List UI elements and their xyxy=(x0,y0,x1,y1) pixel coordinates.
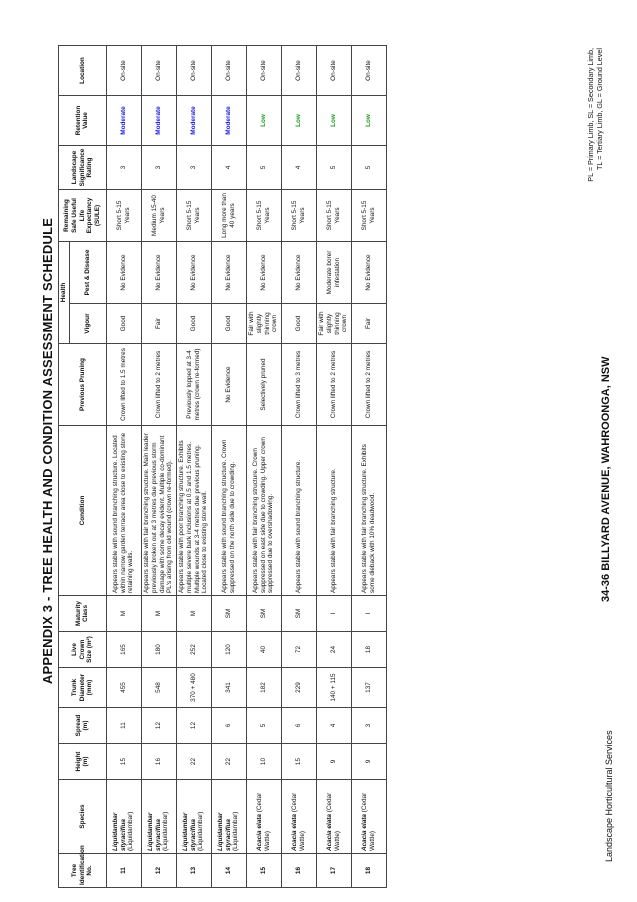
cell-sule: Short 5-15 Years xyxy=(351,190,386,242)
header-retention: Retention Value xyxy=(59,96,107,146)
cell-trunk: 137 xyxy=(351,668,386,708)
cell-significance: 3 xyxy=(106,146,141,190)
cell-height: 9 xyxy=(316,744,351,780)
cell-vigour: Fair xyxy=(141,304,176,344)
cell-crown: 72 xyxy=(281,632,316,668)
cell-sule: Short 5-15 Years xyxy=(106,190,141,242)
species-genus: Liquidambar styraciflua xyxy=(182,812,197,851)
header-trunk: Trunk Diameter (mm) xyxy=(59,668,107,708)
cell-location: On-site xyxy=(141,46,176,96)
cell-id: 11 xyxy=(106,854,141,888)
cell-id: 16 xyxy=(281,854,316,888)
cell-spread: 4 xyxy=(316,708,351,744)
species-common-name: (Liquidambar) xyxy=(162,811,170,851)
cell-pest: Moderate borer infestation xyxy=(316,242,351,304)
cell-pest: No Evidence xyxy=(246,242,281,304)
cell-sule: Short 5-15 Years xyxy=(281,190,316,242)
table-row xyxy=(351,46,386,888)
cell-vigour: Good xyxy=(211,304,246,344)
cell-condition: Appears stable with sound branching structure. xyxy=(281,426,316,596)
cell-significance: 5 xyxy=(351,146,386,190)
cell-pruning: Crown lifted to 1.5 metres xyxy=(106,344,141,426)
company-name: Landscape Horticultural Services xyxy=(604,730,614,862)
table-row xyxy=(316,46,351,888)
site-address: 34-36 BILLYARD AVENUE, WAHROONGA, NSW xyxy=(600,356,612,602)
cell-species xyxy=(246,780,281,854)
cell-spread: 12 xyxy=(141,708,176,744)
cell-pruning: Selectively pruned xyxy=(246,344,281,426)
legend-line-2: TL = Tertiary Limb, GL = Ground Level xyxy=(595,48,604,170)
table-row xyxy=(211,46,246,888)
header-pest: Pest & Disease xyxy=(69,242,106,304)
header-maturity: Maturity Class xyxy=(59,596,107,632)
cell-sule: Short 5-15 Years xyxy=(246,190,281,242)
header-condition: Condition xyxy=(59,426,107,596)
cell-maturity: SM xyxy=(246,596,281,632)
cell-retention xyxy=(281,96,316,146)
cell-id: 13 xyxy=(176,854,211,888)
abbreviation-legend xyxy=(586,48,604,182)
cell-condition: Appears stable with fair branching structure. Exhibits some dieback with 10% deadwood. xyxy=(351,426,386,596)
cell-condition: Appears stable with sound branching structure. Crown suppressed on the north side due to crowding. xyxy=(211,426,246,596)
cell-height: 10 xyxy=(246,744,281,780)
cell-species xyxy=(351,780,386,854)
cell-sule: Medium 15-40 Years xyxy=(141,190,176,242)
cell-sule: Long more than 40 years xyxy=(211,190,246,242)
species-common-name: (Liquidambar) xyxy=(197,811,205,851)
cell-id: 17 xyxy=(316,854,351,888)
table-row xyxy=(246,46,281,888)
cell-pest: No Evidence xyxy=(281,242,316,304)
cell-condition: Appears stable with sound branching structure. Located within narrow garden terrace area close to existing stone retaining walls. xyxy=(106,426,141,596)
header-spread: Spread (m) xyxy=(59,708,107,744)
header-vigour: Vigour xyxy=(69,304,106,344)
table-row xyxy=(176,46,211,888)
retention-badge: Moderate xyxy=(154,106,162,135)
retention-badge: Moderate xyxy=(224,106,232,135)
cell-trunk: 548 xyxy=(141,668,176,708)
cell-location: On-site xyxy=(106,46,141,96)
cell-pest: No Evidence xyxy=(351,242,386,304)
species-genus: Acacia elata xyxy=(256,814,263,851)
cell-crown: 18 xyxy=(351,632,386,668)
cell-pest: No Evidence xyxy=(141,242,176,304)
cell-retention xyxy=(106,96,141,146)
retention-badge: Moderate xyxy=(189,106,197,135)
cell-height: 15 xyxy=(106,744,141,780)
cell-crown: 120 xyxy=(211,632,246,668)
cell-maturity: I xyxy=(351,596,386,632)
cell-vigour: Good xyxy=(176,304,211,344)
cell-maturity: SM xyxy=(211,596,246,632)
species-common-name: (Cedar Wattle) xyxy=(291,792,306,851)
cell-pruning: Crown lifted to 2 metres xyxy=(316,344,351,426)
cell-significance: 3 xyxy=(141,146,176,190)
header-location: Location xyxy=(59,46,107,96)
header-crown: Live Crown Size (m²) xyxy=(59,632,107,668)
cell-height: 22 xyxy=(176,744,211,780)
cell-crown: 165 xyxy=(106,632,141,668)
species-common-name: (Cedar Wattle) xyxy=(256,792,271,851)
cell-species xyxy=(316,780,351,854)
page-title: APPENDIX 3 - TREE HEALTH AND CONDITION ASSESSMENT SCHEDULE xyxy=(40,217,55,685)
header-sule: Remaining Safe Useful Life Expectancy (SULE) xyxy=(59,190,107,242)
cell-retention xyxy=(246,96,281,146)
cell-crown: 180 xyxy=(141,632,176,668)
cell-species xyxy=(176,780,211,854)
cell-sule: Short 5-15 Years xyxy=(176,190,211,242)
table-row xyxy=(281,46,316,888)
cell-species xyxy=(106,780,141,854)
species-genus: Acacia elata xyxy=(326,814,333,851)
species-common-name: (Cedar Wattle) xyxy=(361,792,376,851)
species-genus: Liquidambar styraciflua xyxy=(217,812,232,851)
header-id: Tree Identification No. xyxy=(59,854,107,888)
cell-vigour: Good xyxy=(281,304,316,344)
cell-species xyxy=(281,780,316,854)
cell-location: On-site xyxy=(316,46,351,96)
table-row xyxy=(106,46,141,888)
cell-trunk: 341 xyxy=(211,668,246,708)
species-common-name: (Cedar Wattle) xyxy=(326,792,341,851)
species-genus: Liquidambar styraciflua xyxy=(112,812,127,851)
cell-spread: 12 xyxy=(176,708,211,744)
cell-maturity: I xyxy=(316,596,351,632)
cell-pest: No Evidence xyxy=(106,242,141,304)
legend-line-1: PL = Primary Limb, SL = Secondary Limb, xyxy=(586,48,595,182)
cell-id: 18 xyxy=(351,854,386,888)
table-body xyxy=(106,46,386,888)
cell-id: 12 xyxy=(141,854,176,888)
cell-pruning: Crown lifted to 2 metres xyxy=(351,344,386,426)
cell-height: 16 xyxy=(141,744,176,780)
cell-condition: Appears stable with fair branching structure. xyxy=(316,426,351,596)
cell-pest: No Evidence xyxy=(176,242,211,304)
cell-sule: Short 5-15 Years xyxy=(316,190,351,242)
cell-height: 15 xyxy=(281,744,316,780)
cell-height: 22 xyxy=(211,744,246,780)
cell-vigour: Good xyxy=(106,304,141,344)
species-genus: Liquidambar styraciflua xyxy=(147,812,162,851)
retention-badge: Low xyxy=(259,114,267,127)
cell-spread: 6 xyxy=(211,708,246,744)
cell-crown: 252 xyxy=(176,632,211,668)
cell-vigour: Fair with slightly thinning crown xyxy=(246,304,281,344)
species-genus: Acacia elata xyxy=(361,814,368,851)
cell-maturity: M xyxy=(106,596,141,632)
cell-spread: 5 xyxy=(246,708,281,744)
cell-condition: Appears stable with poor branching structure. Exhibits multiple severe bark inclusions at 0.5 and 1.5 metres. Multiple wounds at 3-4 metres due previous pruning. Located close to existing stone wall. xyxy=(176,426,211,596)
cell-retention xyxy=(141,96,176,146)
retention-badge: Moderate xyxy=(119,106,127,135)
cell-pruning: Previously lopped at 3-4 metres (crown re-formed) xyxy=(176,344,211,426)
cell-significance: 3 xyxy=(176,146,211,190)
cell-pruning: No Evidence xyxy=(211,344,246,426)
cell-significance: 4 xyxy=(211,146,246,190)
cell-id: 14 xyxy=(211,854,246,888)
cell-trunk: 182 xyxy=(246,668,281,708)
species-common-name: (Liquidambar) xyxy=(232,811,240,851)
cell-location: On-site xyxy=(211,46,246,96)
cell-trunk: 370 + 480 xyxy=(176,668,211,708)
cell-retention xyxy=(211,96,246,146)
cell-significance: 5 xyxy=(246,146,281,190)
cell-trunk: 455 xyxy=(106,668,141,708)
cell-retention xyxy=(176,96,211,146)
cell-retention xyxy=(351,96,386,146)
retention-badge: Low xyxy=(294,114,302,127)
cell-pest: No Evidence xyxy=(211,242,246,304)
cell-significance: 4 xyxy=(281,146,316,190)
cell-retention xyxy=(316,96,351,146)
cell-maturity: M xyxy=(176,596,211,632)
table-row xyxy=(141,46,176,888)
cell-vigour: Fair xyxy=(351,304,386,344)
header-species: Species xyxy=(59,780,107,854)
cell-location: On-site xyxy=(246,46,281,96)
header-significance: Landscape Significance Rating xyxy=(59,146,107,190)
retention-badge: Low xyxy=(364,114,372,127)
cell-location: On-site xyxy=(351,46,386,96)
cell-spread: 3 xyxy=(351,708,386,744)
assessment-table xyxy=(58,45,387,888)
cell-crown: 24 xyxy=(316,632,351,668)
cell-spread: 6 xyxy=(281,708,316,744)
cell-significance: 5 xyxy=(316,146,351,190)
cell-pruning: Crown lifted to 2 metres xyxy=(141,344,176,426)
retention-badge: Low xyxy=(329,114,337,127)
cell-location: On-site xyxy=(281,46,316,96)
cell-condition: Appears stable with fair branching structure. Main leader previously broken out at 3 metres due previous storm damage with some decay evident. Multiple co-dominant PL's arising from old wound (crown re-formed). xyxy=(141,426,176,596)
cell-maturity: M xyxy=(141,596,176,632)
cell-species xyxy=(211,780,246,854)
cell-location: On-site xyxy=(176,46,211,96)
cell-height: 9 xyxy=(351,744,386,780)
cell-condition: Appears stable with fair branching structure. Crown suppressed on east side due to crowding. Upper crown suppressed due to overshadowing. xyxy=(246,426,281,596)
cell-trunk: 140 + 115 xyxy=(316,668,351,708)
cell-maturity: SM xyxy=(281,596,316,632)
header-health: Health xyxy=(59,242,70,344)
species-genus: Acacia elata xyxy=(291,814,298,851)
header-pruning: Previous Pruning xyxy=(59,344,107,426)
cell-id: 15 xyxy=(246,854,281,888)
cell-crown: 40 xyxy=(246,632,281,668)
species-common-name: (Liquidambar) xyxy=(127,811,135,851)
cell-vigour: Fair with slightly thinning crown xyxy=(316,304,351,344)
header-height: Height (m) xyxy=(59,744,107,780)
cell-pruning: Crown lifted to 3 metres xyxy=(281,344,316,426)
cell-trunk: 229 xyxy=(281,668,316,708)
cell-spread: 11 xyxy=(106,708,141,744)
cell-species xyxy=(141,780,176,854)
